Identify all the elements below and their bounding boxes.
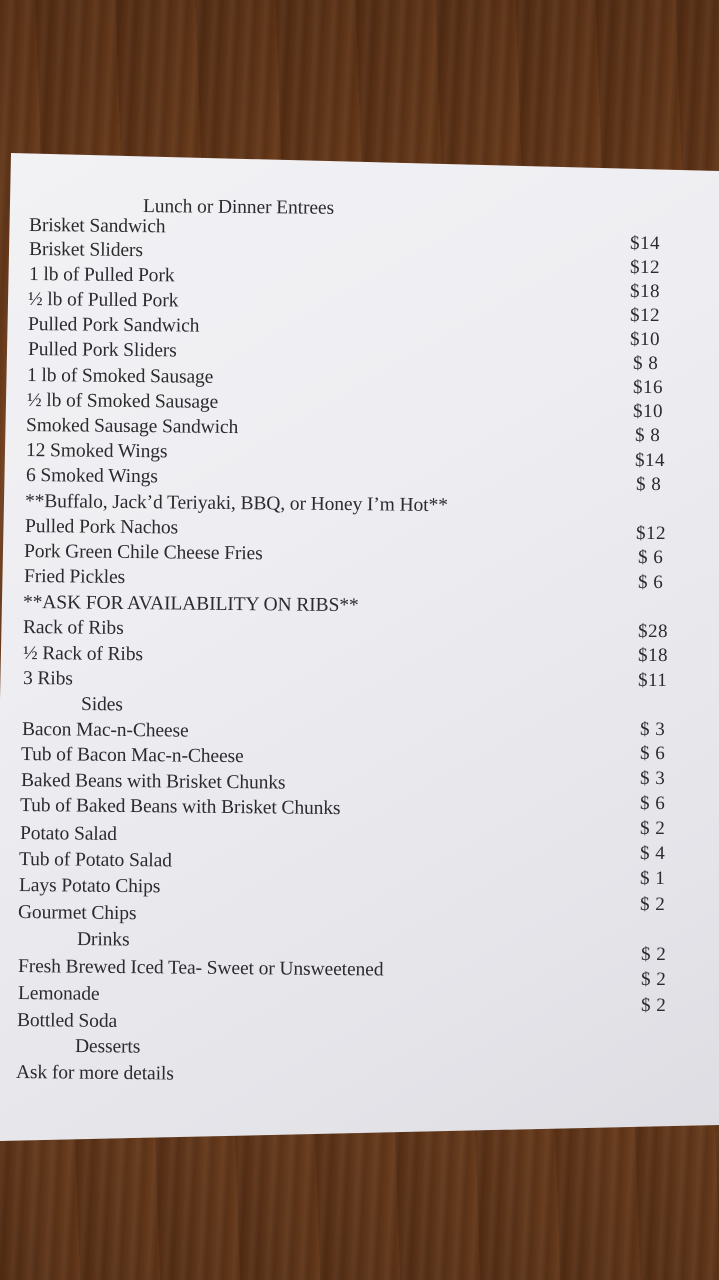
drinks-heading: Drinks: [76, 929, 130, 951]
price: $ 2: [639, 817, 666, 840]
menu-item: Pork Green Chile Cheese Fries: [23, 541, 263, 565]
menu-item-note: **Buffalo, Jack’d Teriyaki, BBQ, or Honey I’m Hot**: [24, 491, 448, 517]
menu-item: Rack of Ribs: [22, 617, 124, 639]
price: $ 2: [639, 893, 666, 916]
menu-item: 12 Smoked Wings: [25, 440, 168, 463]
side-item: Gourmet Chips: [17, 902, 137, 925]
drink-item: Fresh Brewed Iced Tea- Sweet or Unsweetened: [17, 956, 384, 981]
price: $ 6: [639, 792, 666, 815]
price: $12: [629, 256, 661, 279]
menu-item: 1 lb of Smoked Sausage: [26, 365, 214, 388]
price: $ 8: [635, 473, 662, 496]
menu-item: ½ Rack of Ribs: [22, 643, 144, 666]
price: $ 4: [639, 842, 666, 865]
menu-item: Fried Pickles: [23, 566, 126, 588]
price: $ 6: [639, 742, 666, 765]
drink-item: Bottled Soda: [16, 1010, 118, 1032]
price: $ 8: [634, 424, 661, 447]
price: $12: [629, 304, 661, 327]
menu-item: ½ lb of Pulled Pork: [27, 289, 179, 312]
drink-item: Lemonade: [17, 983, 100, 1005]
side-item: Potato Salad: [19, 823, 117, 845]
price: $14: [634, 449, 666, 472]
entrees-heading: Lunch or Dinner Entrees: [142, 196, 335, 219]
menu-item: 3 Ribs: [22, 668, 73, 690]
price: $ 2: [640, 943, 667, 966]
menu-item: ½ lb of Smoked Sausage: [26, 390, 219, 413]
price: $18: [637, 644, 669, 667]
price: $16: [632, 376, 664, 399]
price: $ 2: [640, 994, 667, 1017]
menu-item: Brisket Sandwich: [28, 215, 166, 238]
price: $28: [637, 620, 669, 643]
side-item: Tub of Potato Salad: [18, 849, 172, 872]
side-item: Tub of Bacon Mac-n-Cheese: [20, 744, 244, 768]
menu-item-note: **ASK FOR AVAILABILITY ON RIBS**: [22, 592, 359, 617]
price: $ 6: [637, 546, 664, 569]
price: $ 8: [632, 352, 659, 375]
menu-item: Pulled Pork Nachos: [24, 516, 179, 539]
menu-item: Pulled Pork Sliders: [27, 339, 177, 362]
price: $ 6: [637, 571, 664, 594]
price: $10: [632, 400, 664, 423]
side-item: Lays Potato Chips: [18, 875, 161, 898]
sides-heading: Sides: [80, 694, 123, 716]
price: $10: [629, 328, 661, 351]
desserts-heading: Desserts: [74, 1036, 141, 1058]
menu-item: Smoked Sausage Sandwich: [25, 415, 239, 439]
price: $18: [629, 280, 661, 303]
price: $ 2: [640, 968, 667, 991]
menu-item: 1 lb of Pulled Pork: [28, 264, 175, 287]
price: $12: [635, 522, 667, 545]
side-item: Tub of Baked Beans with Brisket Chunks: [19, 795, 341, 820]
price: $14: [629, 232, 661, 255]
menu-item: Brisket Sliders: [28, 239, 143, 262]
price: $11: [637, 669, 668, 692]
price: $ 1: [639, 867, 666, 890]
menu-item: 6 Smoked Wings: [25, 465, 158, 488]
price: $ 3: [639, 767, 666, 790]
side-item: Baked Beans with Brisket Chunks: [20, 770, 286, 794]
desserts-note: Ask for more details: [15, 1062, 174, 1085]
menu-item: Pulled Pork Sandwich: [27, 314, 200, 337]
side-item: Bacon Mac-n-Cheese: [21, 719, 189, 742]
price: $ 3: [639, 718, 666, 741]
